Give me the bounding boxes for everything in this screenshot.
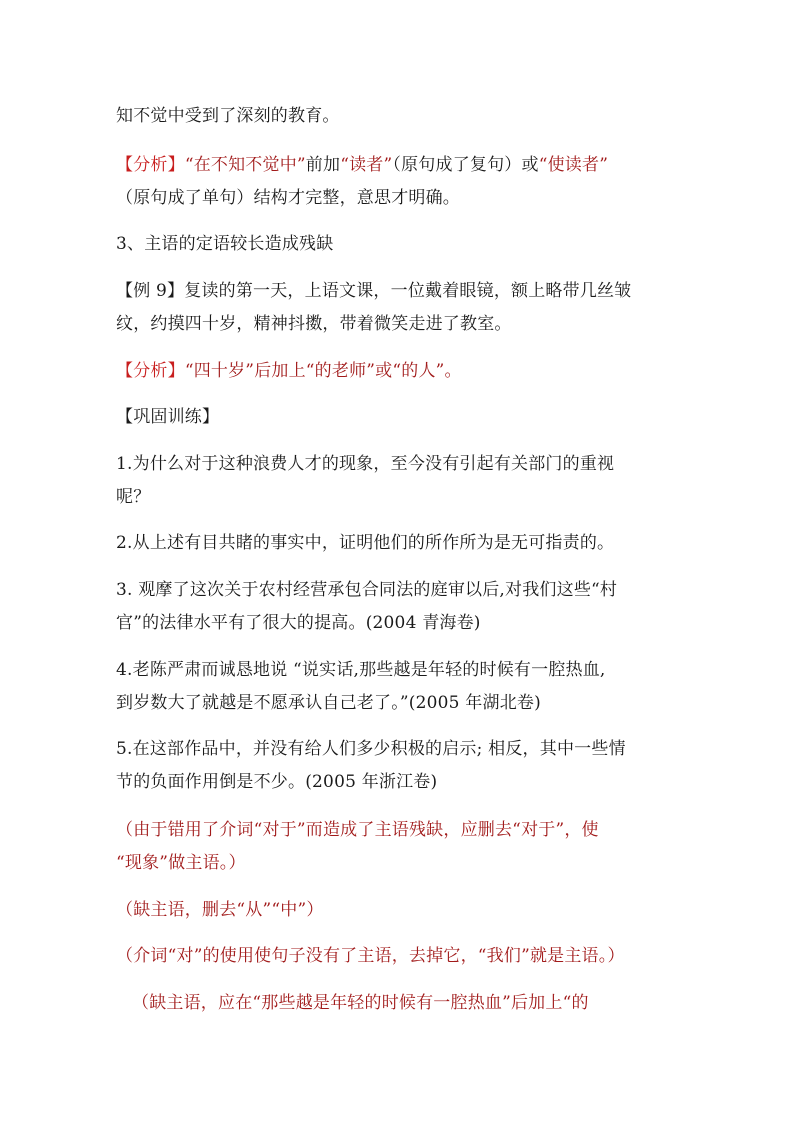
question-line: 到岁数大了就越是不愿承认自己老了。”(2005 年湖北卷) xyxy=(116,693,541,713)
answer-line: “现象”做主语。） xyxy=(116,853,246,873)
example-line: 【例 9】复读的第一天，上语文课，一位戴着眼镜，额上略带几丝皱 xyxy=(116,281,632,301)
analysis-line xyxy=(116,157,608,174)
question-line: 1.为什么对于这种浪费人才的现象，至今没有引起有关部门的重视 xyxy=(116,454,615,474)
analysis-tag: 【分析】 xyxy=(116,155,185,175)
quote: “使读者” xyxy=(538,155,609,175)
question-line: 呢？ xyxy=(116,487,151,507)
quote: “在不知不觉中” xyxy=(184,155,306,175)
text: （原句成了复句）或 xyxy=(392,155,539,175)
question-line: 节的负面作用倒是不少。(2005 年浙江卷) xyxy=(116,772,438,792)
quote: “读者” xyxy=(340,155,393,175)
analysis-text: “四十岁”后加上“的老师”或“的人”。 xyxy=(184,361,462,381)
analysis-line: （原句成了单句）结构才完整，意思才明确。 xyxy=(116,188,460,208)
question-line: 4.老陈严肃而诚恳地说 “说实话,那些越是年轻的时候有一腔热血, xyxy=(116,660,606,680)
example-line: 纹，约摸四十岁，精神抖擞，带着微笑走进了教室。 xyxy=(116,314,512,334)
analysis-line xyxy=(116,363,462,380)
answer-line: （缺主语，应在“那些越是年轻的时候有一腔热血”后加上“的 xyxy=(132,993,589,1013)
section-heading: 3、主语的定语较长造成残缺 xyxy=(116,234,334,254)
answer-line: （由于错用了介词“对于”而造成了主语残缺，应删去“对于”，使 xyxy=(116,820,599,840)
question-line: 官”的法律水平有了很大的提高。(2004 青海卷) xyxy=(116,613,481,633)
question-line: 3. 观摩了这次关于农村经营承包合同法的庭审以后,对我们这些“村 xyxy=(116,580,618,600)
question-line: 2.从上述有目共睹的事实中，证明他们的所作所为是无可指责的。 xyxy=(116,533,615,553)
answer-line: （缺主语，删去“从”“中”） xyxy=(116,900,324,920)
text: 前加 xyxy=(305,155,341,175)
analysis-tag: 【分析】 xyxy=(116,361,185,381)
text-line: 知不觉中受到了深刻的教育。 xyxy=(116,106,340,126)
question-line: 5.在这部作品中，并没有给人们多少积极的启示; 相反，其中一些情 xyxy=(116,739,626,759)
answer-line: （介词“对”的使用使句子没有了主语，去掉它，“我们”就是主语。） xyxy=(116,946,625,966)
training-heading: 【巩固训练】 xyxy=(116,407,220,427)
